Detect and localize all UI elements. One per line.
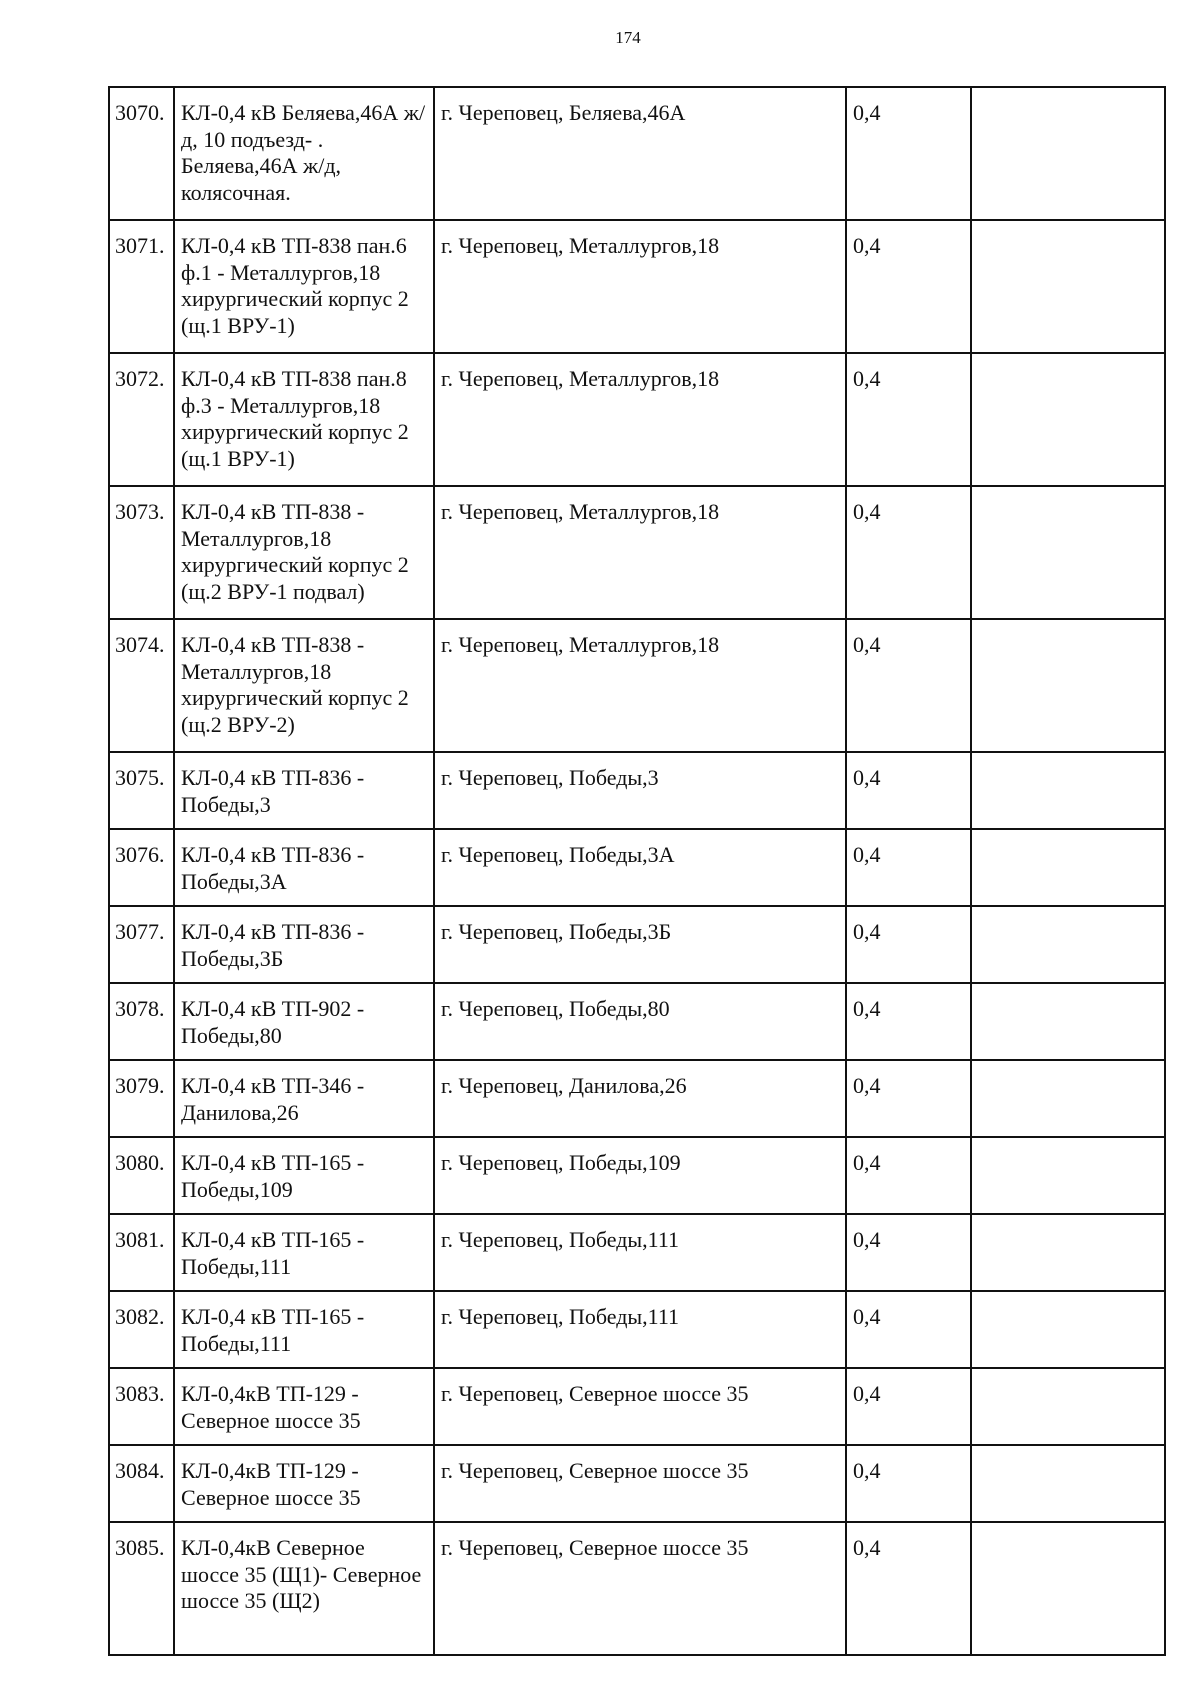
address: г. Череповец, Победы,3А: [434, 829, 846, 906]
row-number: 3083.: [109, 1368, 174, 1445]
note: [971, 752, 1165, 829]
voltage: 0,4: [846, 752, 971, 829]
address: г. Череповец, Северное шоссе 35: [434, 1445, 846, 1522]
line-name: КЛ-0,4 кВ ТП-165 - Победы,111: [174, 1214, 434, 1291]
table-row: [109, 983, 1165, 1060]
voltage: 0,4: [846, 1445, 971, 1522]
address: г. Череповец, Металлургов,18: [434, 619, 846, 752]
note: [971, 906, 1165, 983]
line-name: КЛ-0,4 кВ ТП-838 пан.8 ф.3 - Металлургов,18 хирургический корпус 2 (щ.1 ВРУ-1): [174, 353, 434, 486]
address: г. Череповец, Победы,111: [434, 1214, 846, 1291]
note: [971, 1137, 1165, 1214]
voltage: 0,4: [846, 619, 971, 752]
row-number: 3076.: [109, 829, 174, 906]
line-name: КЛ-0,4кВ Северное шоссе 35 (Щ1)- Северное шоссе 35 (Щ2): [174, 1522, 434, 1655]
table-row: [109, 220, 1165, 353]
table-row: [109, 1137, 1165, 1214]
row-number: 3074.: [109, 619, 174, 752]
voltage: 0,4: [846, 906, 971, 983]
voltage: 0,4: [846, 1214, 971, 1291]
address: г. Череповец, Победы,109: [434, 1137, 846, 1214]
row-number: 3075.: [109, 752, 174, 829]
note: [971, 1445, 1165, 1522]
address: г. Череповец, Северное шоссе 35: [434, 1368, 846, 1445]
line-name: КЛ-0,4 кВ Беляева,46А ж/д, 10 подъезд- . Беляева,46А ж/д, колясочная.: [174, 87, 434, 220]
table-row: [109, 353, 1165, 486]
note: [971, 983, 1165, 1060]
address: г. Череповец, Металлургов,18: [434, 486, 846, 619]
note: [971, 87, 1165, 220]
address: г. Череповец, Данилова,26: [434, 1060, 846, 1137]
note: [971, 619, 1165, 752]
table-row: [109, 1291, 1165, 1368]
table-row: [109, 829, 1165, 906]
line-name: КЛ-0,4 кВ ТП-838 - Металлургов,18 хирургический корпус 2 (щ.2 ВРУ-2): [174, 619, 434, 752]
row-number: 3077.: [109, 906, 174, 983]
voltage: 0,4: [846, 1522, 971, 1655]
address: г. Череповец, Металлургов,18: [434, 220, 846, 353]
table-row: [109, 752, 1165, 829]
row-number: 3070.: [109, 87, 174, 220]
note: [971, 486, 1165, 619]
line-name: КЛ-0,4 кВ ТП-165 - Победы,111: [174, 1291, 434, 1368]
row-number: 3071.: [109, 220, 174, 353]
row-number: 3081.: [109, 1214, 174, 1291]
voltage: 0,4: [846, 1060, 971, 1137]
address: г. Череповец, Металлургов,18: [434, 353, 846, 486]
note: [971, 1060, 1165, 1137]
line-name: КЛ-0,4 кВ ТП-836 - Победы,3: [174, 752, 434, 829]
table-row: [109, 1060, 1165, 1137]
table-row: [109, 486, 1165, 619]
note: [971, 1291, 1165, 1368]
voltage: 0,4: [846, 486, 971, 619]
row-number: 3084.: [109, 1445, 174, 1522]
address: г. Череповец, Победы,3Б: [434, 906, 846, 983]
voltage: 0,4: [846, 1137, 971, 1214]
table-row: [109, 87, 1165, 220]
note: [971, 1368, 1165, 1445]
table-row: [109, 1368, 1165, 1445]
cable-lines-table: [108, 86, 1166, 1656]
address: г. Череповец, Беляева,46А: [434, 87, 846, 220]
address: г. Череповец, Победы,3: [434, 752, 846, 829]
line-name: КЛ-0,4 кВ ТП-838 - Металлургов,18 хирургический корпус 2 (щ.2 ВРУ-1 подвал): [174, 486, 434, 619]
row-number: 3082.: [109, 1291, 174, 1368]
note: [971, 829, 1165, 906]
line-name: КЛ-0,4 кВ ТП-838 пан.6 ф.1 - Металлургов,18 хирургический корпус 2 (щ.1 ВРУ-1): [174, 220, 434, 353]
note: [971, 220, 1165, 353]
line-name: КЛ-0,4 кВ ТП-836 - Победы,3Б: [174, 906, 434, 983]
note: [971, 353, 1165, 486]
table-row: [109, 1522, 1165, 1655]
page-number: 174: [615, 28, 641, 47]
table-row: [109, 1445, 1165, 1522]
note: [971, 1214, 1165, 1291]
table-row: [109, 1214, 1165, 1291]
row-number: 3085.: [109, 1522, 174, 1655]
voltage: 0,4: [846, 983, 971, 1060]
line-name: КЛ-0,4 кВ ТП-902 - Победы,80: [174, 983, 434, 1060]
line-name: КЛ-0,4 кВ ТП-346 - Данилова,26: [174, 1060, 434, 1137]
row-number: 3080.: [109, 1137, 174, 1214]
voltage: 0,4: [846, 87, 971, 220]
row-number: 3078.: [109, 983, 174, 1060]
voltage: 0,4: [846, 220, 971, 353]
line-name: КЛ-0,4кВ ТП-129 - Северное шоссе 35: [174, 1368, 434, 1445]
row-number: 3072.: [109, 353, 174, 486]
line-name: КЛ-0,4кВ ТП-129 - Северное шоссе 35: [174, 1445, 434, 1522]
address: г. Череповец, Победы,80: [434, 983, 846, 1060]
note: [971, 1522, 1165, 1655]
address: г. Череповец, Северное шоссе 35: [434, 1522, 846, 1655]
voltage: 0,4: [846, 1368, 971, 1445]
row-number: 3073.: [109, 486, 174, 619]
table-row: [109, 619, 1165, 752]
voltage: 0,4: [846, 353, 971, 486]
line-name: КЛ-0,4 кВ ТП-836 - Победы,3А: [174, 829, 434, 906]
voltage: 0,4: [846, 1291, 971, 1368]
table-row: [109, 906, 1165, 983]
address: г. Череповец, Победы,111: [434, 1291, 846, 1368]
line-name: КЛ-0,4 кВ ТП-165 - Победы,109: [174, 1137, 434, 1214]
row-number: 3079.: [109, 1060, 174, 1137]
voltage: 0,4: [846, 829, 971, 906]
